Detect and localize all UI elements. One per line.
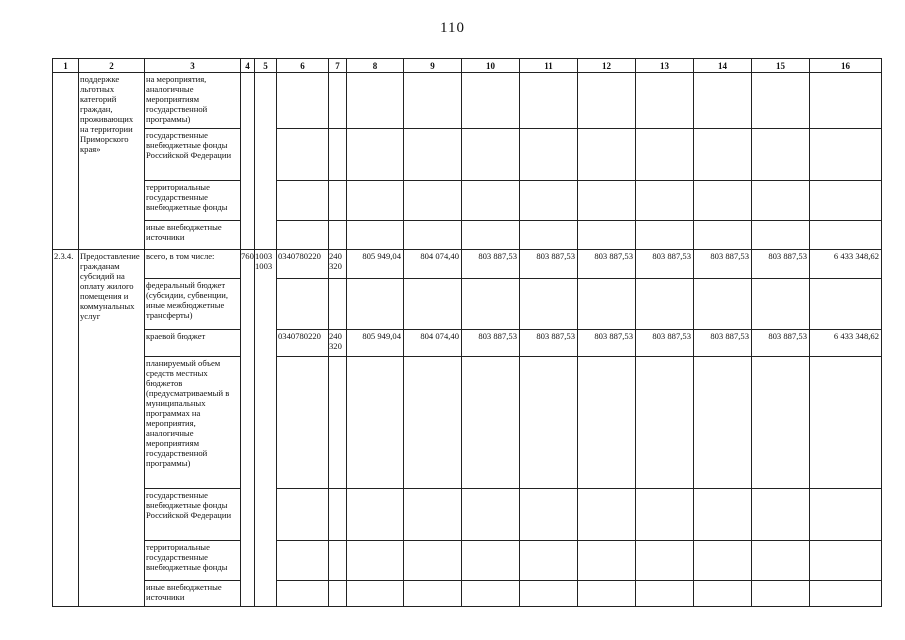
- amount-cell: 803 887,53: [462, 250, 520, 279]
- funding-source-cell: иные внебюджетные источники: [145, 581, 241, 607]
- funding-source-cell: государственные внебюджетные фонды Российской Федерации: [145, 489, 241, 541]
- table-row: [53, 541, 882, 581]
- amount-cell: 803 887,53: [578, 250, 636, 279]
- measure-id-cell: [53, 73, 79, 250]
- column-header: 2: [79, 59, 145, 73]
- table-row: [53, 279, 882, 330]
- table-row: [53, 330, 882, 357]
- column-header: 7: [329, 59, 347, 73]
- total-cell: 6 433 348,62: [810, 330, 882, 357]
- table-row: [53, 221, 882, 250]
- amount-cell: 804 074,40: [404, 330, 462, 357]
- total-cell: 6 433 348,62: [810, 250, 882, 279]
- amount-cell: 805 949,04: [347, 330, 404, 357]
- column-header: 8: [347, 59, 404, 73]
- column-header: 9: [404, 59, 462, 73]
- column-header: 15: [752, 59, 810, 73]
- amount-cell: 803 887,53: [520, 330, 578, 357]
- amount-cell: 805 949,04: [347, 250, 404, 279]
- code-cell: 240 320: [329, 330, 347, 357]
- column-header: 14: [694, 59, 752, 73]
- funding-source-cell: на мероприятия, аналогичные мероприятиям государственной программы): [145, 73, 241, 129]
- table-row: [53, 129, 882, 181]
- column-header: 13: [636, 59, 694, 73]
- table-row: [53, 73, 882, 129]
- column-number-row: [53, 59, 882, 73]
- table-row: [53, 581, 882, 607]
- amount-cell: 803 887,53: [520, 250, 578, 279]
- column-header: 12: [578, 59, 636, 73]
- funding-source-cell: планируемый объем средств местных бюджетов (предусматриваемый в муниципальных программах на мероприятия, аналогичные мероприятиям государственной программы): [145, 357, 241, 489]
- measure-id-cell: 2.3.4.: [53, 250, 79, 607]
- amount-cell: 803 887,53: [694, 330, 752, 357]
- table-row: [53, 357, 882, 489]
- funding-source-cell: федеральный бюджет (субсидии, субвенции, иные межбюджетные трансферты): [145, 279, 241, 330]
- amount-cell: 804 074,40: [404, 250, 462, 279]
- column-header: 3: [145, 59, 241, 73]
- amount-cell: 803 887,53: [578, 330, 636, 357]
- amount-cell: 803 887,53: [636, 330, 694, 357]
- amount-cell: 803 887,53: [752, 330, 810, 357]
- funding-source-cell: территориальные государственные внебюджетные фонды: [145, 181, 241, 221]
- code-cell: 0340780220: [277, 250, 329, 279]
- amount-cell: 803 887,53: [462, 330, 520, 357]
- amount-cell: 803 887,53: [636, 250, 694, 279]
- funding-source-cell: государственные внебюджетные фонды Российской Федерации: [145, 129, 241, 181]
- column-header: 16: [810, 59, 882, 73]
- measure-name-cell: поддержке льготных категорий граждан, проживающих на территории Приморского края»: [79, 73, 145, 250]
- column-header: 6: [277, 59, 329, 73]
- page-number: 110: [440, 20, 465, 36]
- code-cell: 0340780220: [277, 330, 329, 357]
- column-header: 1: [53, 59, 79, 73]
- column-header: 4: [241, 59, 255, 73]
- code-cell: 240 320: [329, 250, 347, 279]
- budget-table: [52, 58, 882, 607]
- amount-cell: 803 887,53: [694, 250, 752, 279]
- funding-source-cell: всего, в том числе:: [145, 250, 241, 279]
- code-cell: 1003 1003: [255, 250, 277, 607]
- funding-source-cell: иные внебюджетные источники: [145, 221, 241, 250]
- column-header: 10: [462, 59, 520, 73]
- table-row: [53, 181, 882, 221]
- measure-name-cell: Предоставление гражданам субсидий на оплату жилого помещения и коммунальных услуг: [79, 250, 145, 607]
- column-header: 5: [255, 59, 277, 73]
- funding-source-cell: территориальные государственные внебюджетные фонды: [145, 541, 241, 581]
- code-cell: 760: [241, 250, 255, 607]
- funding-source-cell: краевой бюджет: [145, 330, 241, 357]
- table-row: [53, 489, 882, 541]
- amount-cell: 803 887,53: [752, 250, 810, 279]
- table-row: [53, 250, 882, 279]
- column-header: 11: [520, 59, 578, 73]
